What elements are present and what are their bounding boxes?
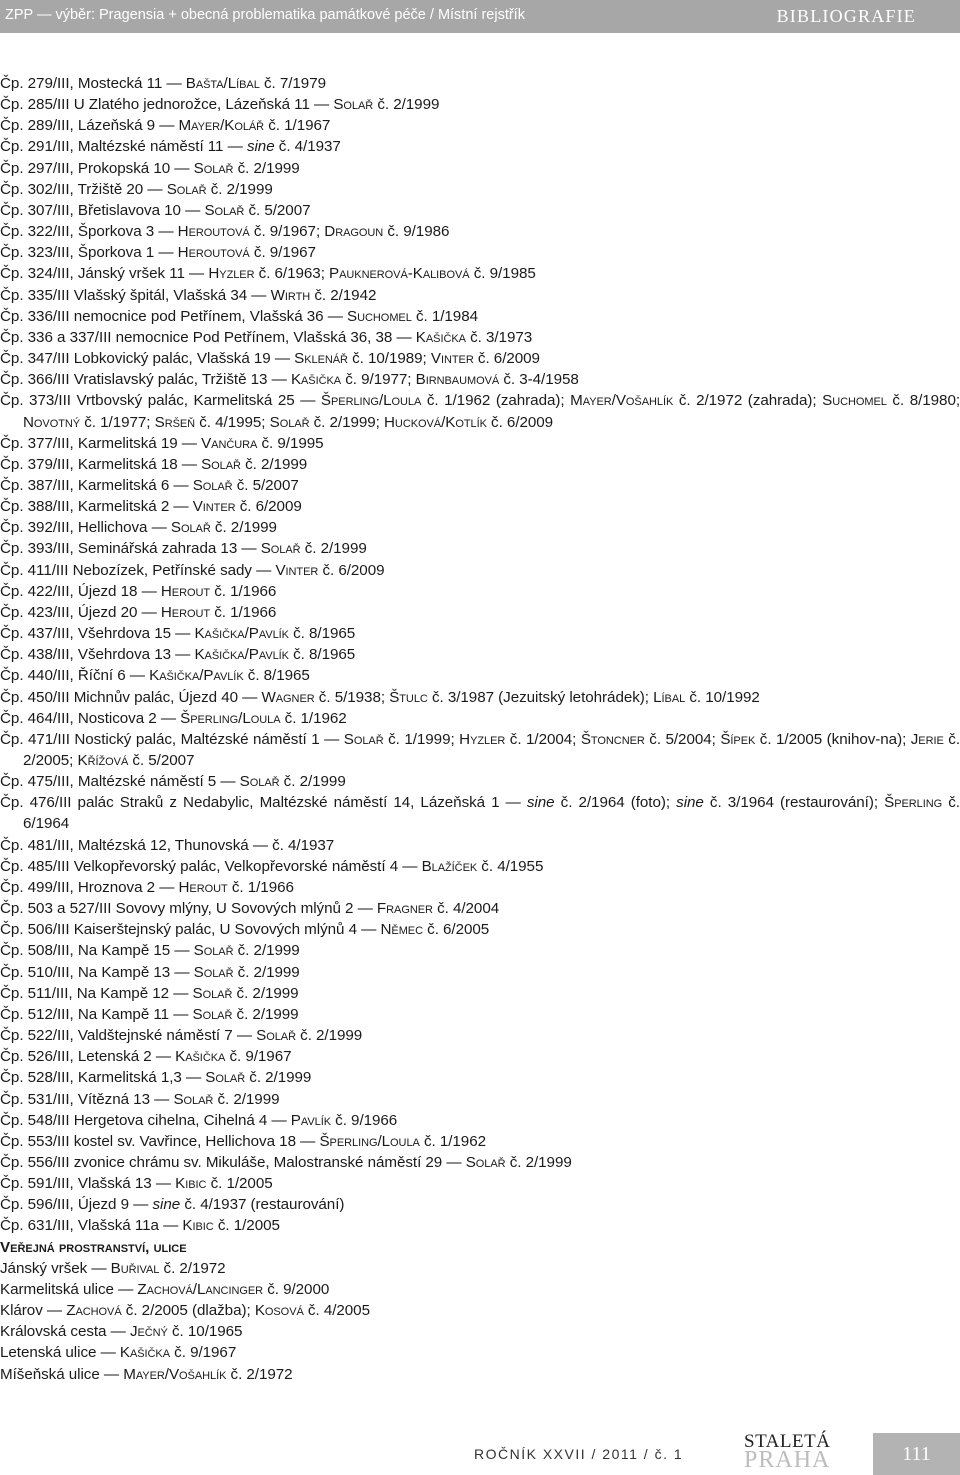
entry-text: č. 1/1966: [210, 582, 277, 600]
entry-text: č. 5/2004;: [644, 730, 721, 748]
entry-text: č. 2/1999: [233, 159, 300, 177]
author-name: Líbal: [653, 688, 686, 706]
entry-text: č. 8/1965: [288, 646, 356, 664]
author-name: Solař: [192, 984, 233, 1002]
entry-text: Čp. 411/III Nebozízek, Petřínské sady —: [0, 561, 276, 579]
author-name: Solař: [204, 201, 245, 219]
author-name: Buřival: [110, 1259, 160, 1277]
register-entry: [0, 856, 960, 877]
entry-text: Čp. 323/III, Šporkova 1 —: [0, 244, 178, 262]
author-name: Vinter: [275, 561, 319, 579]
register-entry: [0, 898, 960, 919]
entry-text: č. 1/1966: [210, 603, 277, 621]
register-entry: [0, 454, 960, 475]
register-entry: [0, 602, 960, 623]
entry-text: Čp. 510/III, Na Kampě 13 —: [0, 963, 194, 981]
entry-text: č. 1/2005: [206, 1175, 273, 1193]
author-name: Ječný: [129, 1323, 168, 1341]
author-name: Šípek: [720, 730, 756, 748]
entry-text: Čp. 322/III, Šporkova 3 —: [0, 223, 178, 241]
author-name: Solař: [192, 476, 233, 494]
author-name: Dragoun: [324, 223, 384, 241]
author-name: Štoncner: [580, 730, 645, 748]
section-heading-public-spaces: Veřejná prostranství, ulice: [0, 1238, 187, 1256]
register-entry: [0, 115, 960, 136]
entry-text: č. 9/1967;: [249, 223, 325, 241]
logo-top-text: STALETÁ: [744, 1431, 831, 1452]
entry-text: č. 6/2009: [473, 350, 540, 368]
author-name: Solař: [465, 1153, 506, 1171]
author-name: Solař: [256, 1027, 296, 1045]
register-entry: [0, 1131, 960, 1152]
entry-text: č. 10/1992: [685, 688, 760, 706]
register-entry: [0, 1300, 960, 1321]
register-entry: [0, 136, 960, 157]
register-content: [0, 73, 960, 1385]
register-entry: [0, 1258, 960, 1279]
entry-text: Čp. 440/III, Říční 6 —: [0, 667, 150, 685]
entry-text: č. 2/1999: [245, 1069, 312, 1087]
entry-text: č. 1/1984: [411, 307, 479, 325]
entry-text: Čp. 553/III kostel sv. Vavřince, Hellichova 18 —: [0, 1132, 320, 1150]
register-entry: [0, 1279, 960, 1300]
entry-text: č. 2/1999: [295, 1027, 363, 1045]
register-entry: [0, 623, 960, 644]
entry-text: č. 4/1995;: [195, 413, 270, 431]
register-entry: [0, 983, 960, 1004]
entry-text: č. 6/2009: [235, 498, 302, 516]
entry-text: č. 1/1977;: [80, 413, 155, 431]
entry-text: č. 3/1964 (restaurování);: [703, 794, 885, 812]
entry-text: Čp. 596/III, Újezd 9 —: [0, 1196, 153, 1214]
author-name: Křížová: [77, 752, 129, 769]
entry-text: č. 2/1999: [206, 180, 273, 198]
entry-text: Čp. 289/III, Lázeňská 9 —: [0, 117, 179, 135]
entry-text: č. 2/1999: [232, 984, 299, 1002]
entry-text: č. 6/2005: [422, 921, 490, 939]
register-entry: [0, 475, 960, 496]
author-name: Pauknerová-Kalibová: [329, 265, 470, 283]
entry-text: č. 4/2005: [303, 1302, 370, 1320]
register-entry: [0, 687, 960, 708]
author-name: Kašička: [175, 1048, 226, 1066]
entry-text: Čp. 438/III, Všehrdova 13 —: [0, 646, 195, 664]
staleta-praha-logo: [744, 1433, 844, 1473]
register-entry: [0, 708, 960, 729]
entry-text: č. 5/2007: [128, 752, 195, 769]
register-entry: [0, 200, 960, 221]
author-name: Solař: [193, 942, 234, 960]
author-name: Wirth: [270, 286, 311, 304]
entry-text: č. 2/1999: [240, 455, 308, 473]
public-spaces-list: [0, 1258, 960, 1385]
register-entry: [0, 179, 960, 200]
entry-text: Čp. 464/III, Nosticova 2 —: [0, 709, 181, 727]
sine-label: sine: [152, 1196, 181, 1214]
sine-label: sine: [526, 794, 555, 812]
author-name: Suchomel: [822, 392, 887, 410]
entry-text: č. 1/1962 (zahrada);: [421, 392, 571, 410]
register-entry: [0, 1194, 960, 1215]
author-name: Hyzler: [459, 730, 506, 748]
entry-text: Čp. 437/III, Všehrdova 15 —: [0, 625, 195, 643]
entry-text: č. 2/1964 (foto);: [554, 794, 677, 812]
register-entry: [0, 1364, 960, 1385]
register-entry: [0, 73, 960, 94]
register-entry: [0, 1173, 960, 1194]
register-entry: [0, 1067, 960, 1088]
register-entry: [0, 835, 960, 856]
entry-text: Čp. 297/III, Prokopská 10 —: [0, 159, 194, 177]
register-entry: [0, 242, 960, 263]
entry-text: č. 5/2007: [244, 201, 311, 219]
register-entry: [0, 940, 960, 961]
author-name: Birnbaumová: [415, 371, 500, 389]
entry-text: Čp. 485/III Velkopřevorský palác, Velkopřevorské náměstí 4 —: [0, 857, 422, 875]
entry-text: č. 2/1999: [279, 773, 346, 791]
register-entry: [0, 560, 960, 581]
entry-text: Čp. 336/III nemocnice pod Petřínem, Vlašská 36 —: [0, 307, 348, 325]
entry-text: č. 2/1999: [373, 96, 440, 114]
logo-bottom-text: PRAHA: [744, 1447, 831, 1473]
entry-text: č. 10/1989;: [347, 350, 431, 368]
register-entry: [0, 1089, 960, 1110]
author-name: Kašička: [290, 371, 342, 389]
author-name: Vinter: [430, 350, 474, 368]
entry-text: Čp. 528/III, Karmelitská 1,3 —: [0, 1069, 206, 1087]
entry-text: č. 9/1966: [331, 1111, 398, 1129]
entry-text: Čp. 526/III, Letenská 2 —: [0, 1048, 176, 1066]
register-entry: [0, 1321, 960, 1342]
author-name: Herout: [178, 878, 228, 896]
author-name: Němec: [380, 921, 423, 939]
entry-text: č. 8/1965: [288, 625, 356, 643]
author-name: Blažíček: [421, 857, 478, 875]
entry-text: č. 5/1938;: [314, 688, 390, 706]
entry-text: Čp. 388/III, Karmelitská 2 —: [0, 498, 193, 516]
entry-text: č. 2/1999: [233, 942, 300, 960]
author-name: Zachová/Lancinger: [137, 1280, 264, 1298]
author-name: Kašička/Pavlík: [194, 625, 289, 643]
entry-text: č. 9/1967: [249, 244, 316, 262]
entry-text: Letenská ulice —: [0, 1344, 120, 1362]
register-entry: [0, 665, 960, 686]
author-name: Solař: [192, 1005, 233, 1023]
author-name: Herout: [160, 603, 211, 621]
author-name: Mayer/Vošahlík: [570, 392, 674, 410]
author-name: Šperling/Loula: [320, 392, 422, 410]
author-name: Kašička/Pavlík: [194, 646, 289, 664]
author-name: Heroutová: [177, 223, 250, 241]
author-name: Novotný: [23, 413, 81, 431]
author-name: Kašička/Pavlík: [149, 667, 244, 685]
entry-text: č. 1/1962: [419, 1132, 487, 1150]
author-name: Vinter: [192, 498, 236, 516]
entry-text: Čp. 335/III Vlašský špitál, Vlašská 34 —: [0, 286, 271, 304]
entry-text: č. 9/1995: [257, 434, 324, 452]
entry-text: č. 2/1942: [310, 286, 377, 304]
author-name: Bašta/Líbal: [185, 75, 260, 92]
entry-text: Čp. 279/III, Mostecká 11 —: [0, 75, 186, 92]
author-name: Hucková/Kotlík: [384, 413, 487, 431]
entry-text: č. 4/1955: [477, 857, 544, 875]
entry-text: Čp. 291/III, Maltézské náměstí 11 —: [0, 138, 247, 156]
entry-text: č. 1/1999;: [383, 730, 460, 748]
author-name: Solař: [343, 730, 384, 748]
register-entry: [0, 221, 960, 242]
footer-issue: ROČNÍK XXVII / 2011 / č. 1: [474, 1446, 684, 1462]
entry-text: č. 9/1967: [170, 1344, 237, 1362]
entry-text: č. 8/1965: [243, 667, 310, 685]
author-name: Šperling/Loula: [319, 1132, 420, 1150]
entry-text: č. 4/1937: [274, 138, 341, 156]
entry-text: č. 5/2007: [232, 476, 299, 494]
author-name: Mayer/Kolář: [178, 117, 265, 135]
entry-text: č. 2/1972: [226, 1365, 293, 1383]
entry-text: č. 9/1986: [383, 223, 450, 241]
entry-text: Čp. 506/III Kaiserštejnský palác, U Sovových mlýnů 4 —: [0, 921, 381, 939]
register-entry: [0, 433, 960, 454]
header-section-title: BIBLIOGRAFIE: [776, 6, 916, 26]
entry-text: č. 2/1999: [233, 963, 300, 981]
entry-text: Čp. 307/III, Břetislavova 10 —: [0, 201, 205, 219]
entry-text: č. 4/2004: [432, 900, 500, 918]
author-name: Solař: [193, 159, 234, 177]
entry-text: č. 9/1985: [469, 265, 536, 283]
entry-text: č. 2/2005;: [23, 730, 960, 769]
entry-text: č. 9/2000: [263, 1280, 330, 1298]
header-breadcrumb: ZPP — výběr: Pragensia + obecná problematika památkové péče / Místní rejstřík: [5, 7, 525, 23]
entry-text: Čp. 450/III Michnův palác, Újezd 40 —: [0, 688, 262, 706]
entry-text: Čp. 511/III, Na Kampě 12 —: [0, 984, 193, 1002]
register-entry: [0, 263, 960, 284]
entry-text: č. 9/1967: [225, 1048, 292, 1066]
register-entry: [0, 1025, 960, 1046]
register-entry: [0, 771, 960, 792]
entry-text: č. 1/2005 (knihov-na);: [755, 730, 911, 748]
entry-text: č. 6/2009: [318, 561, 385, 579]
entry-text: č. 2/1999: [300, 540, 367, 558]
register-entry: [0, 285, 960, 306]
entry-text: č. 9/1977;: [341, 371, 416, 389]
author-name: Mayer/Vošahlík: [123, 1365, 227, 1383]
register-entry: [0, 962, 960, 983]
entry-text: Čp. 522/III, Valdštejnské náměstí 7 —: [0, 1027, 257, 1045]
register-entry: [0, 369, 960, 390]
entry-text: č. 3/1973: [465, 328, 533, 346]
entry-text: č. 2/1999: [210, 519, 277, 537]
register-entry: [0, 94, 960, 115]
register-entry: [0, 1342, 960, 1363]
author-name: Jerie: [910, 730, 944, 748]
header-bar: [0, 0, 960, 33]
entry-text: Čp. 392/III, Hellichova —: [0, 519, 171, 537]
entry-text: č. 10/1965: [167, 1323, 243, 1341]
entry-text: Míšeňská ulice —: [0, 1365, 124, 1383]
building-entries-list: [0, 73, 960, 1237]
author-name: Šperling/Loula: [180, 709, 281, 727]
entry-text: Čp. 387/III, Karmelitská 6 —: [0, 476, 193, 494]
entry-text: č. 1/1966: [227, 878, 294, 896]
page-number: 111: [873, 1433, 960, 1475]
register-entry: [0, 327, 960, 348]
entry-text: č. 2/1972 (zahrada);: [673, 392, 823, 410]
author-name: Wagner: [261, 688, 315, 706]
entry-text: č. 1/2005: [213, 1217, 280, 1235]
entry-text: Čp. 475/III, Maltézské náměstí 5 —: [0, 773, 240, 791]
register-entry: [0, 348, 960, 369]
entry-text: č. 1/1967: [264, 117, 331, 135]
entry-text: Čp. 422/III, Újezd 18 —: [0, 582, 161, 600]
entry-text: č. 7/1979: [259, 75, 326, 92]
entry-text: č. 2/1999: [213, 1090, 280, 1108]
entry-text: č. 2/1999;: [309, 413, 385, 431]
entry-text: Čp. 508/III, Na Kampě 15 —: [0, 942, 194, 960]
entry-text: Jánský vršek —: [0, 1259, 111, 1277]
entry-text: Čp. 471/III Nostický palác, Maltézské náměstí 1 —: [0, 730, 344, 748]
author-name: Štulc: [389, 688, 428, 706]
register-entry: [0, 517, 960, 538]
entry-text: č. 1/1962: [280, 709, 347, 727]
entry-text: Čp. 476/III palác Straků z Nedabylic, Maltézské náměstí 14, Lázeňská 1 —: [0, 794, 527, 812]
author-name: Solař: [193, 963, 234, 981]
entry-text: Čp. 631/III, Vlašská 11a —: [0, 1217, 183, 1235]
author-name: Kašička: [415, 328, 466, 346]
register-entry: [0, 538, 960, 559]
register-entry: [0, 581, 960, 602]
register-entry: [0, 1110, 960, 1131]
register-entry: [0, 1152, 960, 1173]
entry-text: Čp. 556/III zvonice chrámu sv. Mikuláše, Malostranské náměstí 29 —: [0, 1153, 466, 1171]
register-entry: [0, 390, 960, 432]
author-name: Solař: [173, 1090, 214, 1108]
author-name: Solař: [201, 455, 241, 473]
entry-text: Klárov —: [0, 1302, 67, 1320]
author-name: Zachová: [66, 1302, 122, 1320]
register-entry: [0, 1215, 960, 1236]
entry-text: Čp. 379/III, Karmelitská 18 —: [0, 455, 202, 473]
entry-text: Čp. 373/III Vrtbovský palác, Karmelitská 25 —: [0, 392, 321, 410]
entry-text: č. 2/1999: [505, 1153, 572, 1171]
author-name: Suchomel: [347, 307, 412, 325]
register-entry: [0, 1004, 960, 1025]
author-name: Sklenář: [294, 350, 348, 368]
sine-label: sine: [676, 794, 704, 812]
author-name: Solař: [170, 519, 211, 537]
author-name: Solař: [260, 540, 301, 558]
entry-text: č. 2/2005 (dlažba);: [121, 1302, 255, 1320]
author-name: Solař: [166, 180, 207, 198]
author-name: Heroutová: [177, 244, 250, 262]
author-name: Kašička: [119, 1344, 171, 1362]
register-entry: [0, 919, 960, 940]
entry-text: č. 2/1972: [159, 1259, 226, 1277]
entry-text: č. 8/1980;: [886, 392, 960, 410]
author-name: Kibic: [182, 1217, 214, 1235]
entry-text: Čp. 336 a 337/III nemocnice Pod Petřínem, Vlašská 36, 38 —: [0, 328, 416, 346]
entry-text: Čp. 481/III, Maltézská 12, Thunovská — č. 4/1937: [0, 836, 335, 854]
register-entry: [0, 792, 960, 834]
author-name: Solař: [239, 773, 280, 791]
author-name: Solař: [333, 96, 374, 114]
entry-text: Čp. 548/III Hergetova cihelna, Cihelná 4 —: [0, 1111, 291, 1129]
author-name: Kosová: [254, 1302, 304, 1320]
entry-text: Královská cesta —: [0, 1323, 130, 1341]
entry-text: č. 6/2009: [486, 413, 554, 431]
author-name: Herout: [160, 582, 211, 600]
entry-text: č. 6/1963;: [254, 265, 330, 283]
entry-text: Čp. 324/III, Jánský vršek 11 —: [0, 265, 209, 283]
entry-text: č. 3/1987 (Jezuitský letohrádek);: [427, 688, 654, 706]
entry-text: Čp. 393/III, Seminářská zahrada 13 —: [0, 540, 261, 558]
entry-text: č. 1/2004;: [505, 730, 581, 748]
author-name: Solař: [269, 413, 310, 431]
register-entry: [0, 644, 960, 665]
register-entry: [0, 158, 960, 179]
entry-text: č. 2/1999: [232, 1005, 299, 1023]
author-name: Vančura: [201, 434, 258, 452]
entry-text: Čp. 302/III, Tržiště 20 —: [0, 180, 167, 198]
entry-text: Čp. 285/III U Zlatého jednorožce, Lázeňská 11 —: [0, 96, 334, 114]
entry-text: Čp. 531/III, Vítězná 13 —: [0, 1090, 174, 1108]
sine-label: sine: [246, 138, 275, 156]
entry-text: Čp. 499/III, Hroznova 2 —: [0, 878, 179, 896]
author-name: Hyzler: [208, 265, 255, 283]
entry-text: Čp. 423/III, Újezd 20 —: [0, 603, 161, 621]
entry-text: č. 4/1937 (restaurování): [180, 1196, 345, 1214]
author-name: Kibic: [175, 1175, 207, 1193]
entry-text: Karmelitská ulice —: [0, 1280, 138, 1298]
author-name: Pavlík: [290, 1111, 331, 1129]
author-name: Fragner: [376, 900, 433, 918]
author-name: Sršeň: [154, 413, 196, 431]
entry-text: Čp. 512/III, Na Kampě 11 —: [0, 1005, 193, 1023]
author-name: Šperling: [884, 794, 943, 812]
entry-text: Čp. 377/III, Karmelitská 19 —: [0, 434, 202, 452]
entry-text: Čp. 591/III, Vlašská 13 —: [0, 1175, 176, 1193]
entry-text: č. 6/1964: [23, 794, 960, 833]
entry-text: č. 3-4/1958: [499, 371, 579, 389]
register-entry: [0, 729, 960, 771]
register-entry: [0, 1046, 960, 1067]
register-entry: [0, 306, 960, 327]
entry-text: Čp. 366/III Vratislavský palác, Tržiště 13 —: [0, 371, 291, 389]
author-name: Solař: [205, 1069, 246, 1087]
register-entry: [0, 877, 960, 898]
entry-text: Čp. 503 a 527/III Sovovy mlýny, U Sovových mlýnů 2 —: [0, 900, 377, 918]
register-entry: [0, 496, 960, 517]
entry-text: Čp. 347/III Lobkovický palác, Vlašská 19 —: [0, 350, 295, 368]
